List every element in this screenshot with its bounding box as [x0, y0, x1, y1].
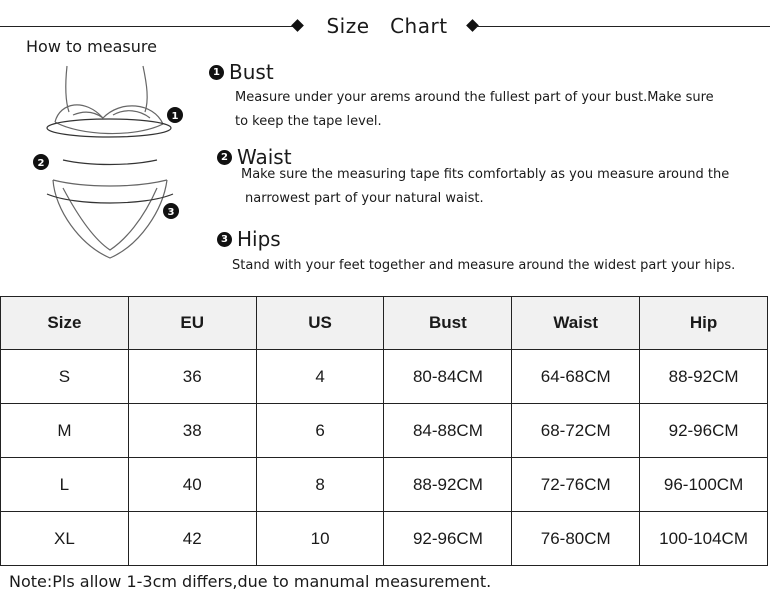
bust-description-line: to keep the tape level. [235, 114, 382, 129]
hips-title: Hips [237, 227, 281, 251]
table-cell: 68-72CM [512, 404, 640, 458]
header-rule-left [0, 26, 295, 27]
column-header-size: Size [1, 297, 129, 350]
table-cell: 88-92CM [384, 458, 512, 512]
column-header-eu: EU [128, 297, 256, 350]
hips-number-icon: 3 [217, 232, 232, 247]
table-cell: L [1, 458, 129, 512]
table-cell: 4 [256, 350, 384, 404]
header-rule-right [476, 26, 770, 27]
table-cell: S [1, 350, 129, 404]
table-row [1, 404, 768, 458]
size-table [0, 296, 768, 566]
column-header-waist: Waist [512, 297, 640, 350]
bust-heading [209, 60, 274, 84]
table-row [1, 350, 768, 404]
column-header-bust: Bust [384, 297, 512, 350]
page-title: Size Chart [326, 14, 448, 38]
how-to-measure-label: How to measure [26, 37, 157, 56]
hips-description [232, 254, 735, 278]
waist-description-line: Make sure the measuring tape fits comfortably as you measure around the [241, 167, 730, 182]
table-cell: 88-92CM [640, 350, 768, 404]
waist-description [241, 163, 729, 211]
bust-description [235, 86, 714, 134]
diamond-icon [291, 19, 304, 32]
hips-description-line: Stand with your feet together and measure around the widest part your hips. [232, 258, 736, 273]
table-cell: 10 [256, 512, 384, 566]
table-cell: 80-84CM [384, 350, 512, 404]
column-header-us: US [256, 297, 384, 350]
table-cell: 96-100CM [640, 458, 768, 512]
table-row [1, 458, 768, 512]
bikini-figure-illustration [25, 60, 195, 265]
marker-3-label: 3 [167, 207, 175, 218]
table-cell: 72-76CM [512, 458, 640, 512]
bust-number-icon: 1 [209, 65, 224, 80]
table-cell: 42 [128, 512, 256, 566]
table-row [1, 512, 768, 566]
measurement-note: Note:Pls allow 1-3cm differs,due to manumal measurement. [9, 572, 492, 591]
bust-description-line: Measure under your arems around the fullest part of your bust.Make sure [235, 90, 714, 105]
waist-description-line: narrowest part of your natural waist. [245, 191, 484, 206]
table-cell: 92-96CM [640, 404, 768, 458]
table-cell: 64-68CM [512, 350, 640, 404]
marker-1-label: 1 [171, 111, 179, 122]
table-cell: M [1, 404, 129, 458]
table-cell: 8 [256, 458, 384, 512]
table-cell: 92-96CM [384, 512, 512, 566]
table-cell: 6 [256, 404, 384, 458]
marker-2-label: 2 [37, 158, 45, 169]
bust-title: Bust [229, 60, 274, 84]
table-cell: 76-80CM [512, 512, 640, 566]
waist-title: Waist [237, 145, 292, 169]
table-header-row [1, 297, 768, 350]
table-cell: XL [1, 512, 129, 566]
table-cell: 84-88CM [384, 404, 512, 458]
table-cell: 40 [128, 458, 256, 512]
column-header-hip: Hip [640, 297, 768, 350]
table-cell: 36 [128, 350, 256, 404]
hips-heading [217, 227, 281, 251]
table-cell: 100-104CM [640, 512, 768, 566]
waist-number-icon: 2 [217, 150, 232, 165]
table-cell: 38 [128, 404, 256, 458]
